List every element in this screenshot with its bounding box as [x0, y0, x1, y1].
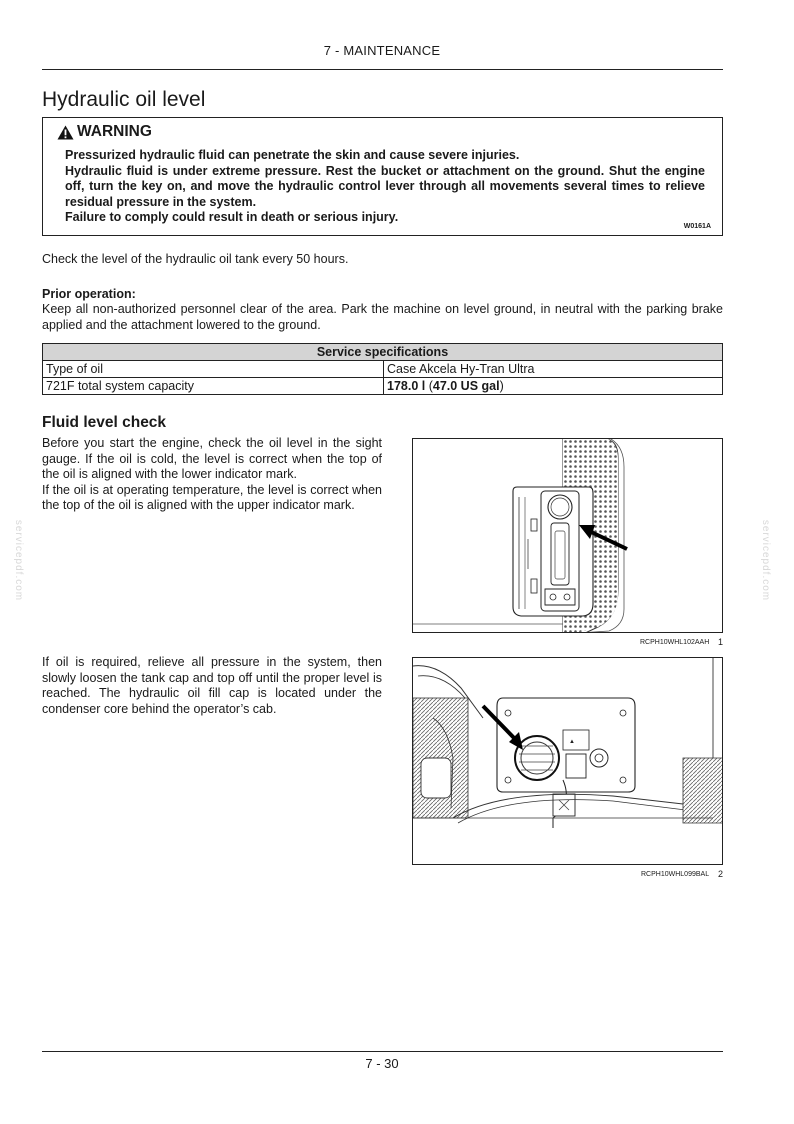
fluid-paragraph: Before you start the engine, check the oil level in the sight gauge. If the oil is cold, the level is correct when the top of the oil is aligned with the lower indicator mark. — [42, 436, 382, 481]
warning-heading — [57, 123, 152, 141]
header-title: 7 - MAINTENANCE — [323, 43, 441, 58]
figure-caption: RCPH10WHL102AAH — [640, 639, 710, 646]
table-cell-label: Type of oil — [43, 361, 384, 378]
prior-operation-heading: Prior operation: — [42, 287, 136, 301]
warning-body — [65, 148, 705, 226]
warning-heading-label: WARNING — [77, 123, 152, 140]
page-title: Hydraulic oil level — [42, 88, 206, 111]
table-cell-value: Case Akcela Hy-Tran Ultra — [384, 361, 723, 378]
table-row — [43, 361, 723, 378]
figure-number: 2 — [718, 869, 724, 879]
sight-gauge-figure — [412, 438, 723, 633]
service-specifications-table — [42, 343, 723, 395]
warning-line: Pressurized hydraulic fluid can penetrate the skin and cause severe injuries. — [65, 148, 520, 162]
fluid-paragraph: If oil is required, relieve all pressure in the system, then slowly loosen the tank cap and top off until the proper level is reached. The hydraulic oil fill cap is located under the condenser core behind the operator’s cab. — [42, 655, 382, 716]
check-interval-text: Check the level of the hydraulic oil tank every 50 hours. — [42, 252, 349, 266]
watermark: servicepdf.com — [13, 519, 25, 602]
warning-line: Failure to comply could result in death or serious injury. — [65, 210, 399, 224]
fill-instructions-text — [42, 655, 382, 717]
sight-gauge-illustration — [413, 439, 723, 633]
label-plate-mark: ▲ — [569, 739, 575, 745]
header-rule — [42, 69, 723, 70]
fluid-level-text — [42, 436, 382, 514]
table-row — [43, 378, 723, 395]
warning-box — [42, 117, 723, 236]
figure-caption: RCPH10WHL099BAL — [641, 871, 710, 878]
table-cell-value — [384, 378, 723, 395]
table-header-row — [43, 344, 723, 361]
prior-operation-text: Keep all non-authorized personnel clear of the area. Park the machine on level ground, in neutral with the parking brake applied and the attachment lowered to the ground. — [42, 302, 723, 332]
table-title: Service specifications — [43, 344, 723, 361]
page-number: 7 - 30 — [365, 1056, 399, 1071]
warning-line: Hydraulic fluid is under extreme pressure. Rest the bucket or attachment on the ground. Shut the engine off, turn the key on, and move the hydraulic control lever through all movements several times to relieve residual pressure in the system. — [65, 163, 705, 209]
capacity-liters: 178.0 l — [387, 378, 426, 393]
footer-rule — [42, 1051, 723, 1052]
fill-cap-figure — [412, 657, 723, 865]
fill-cap-illustration — [413, 658, 723, 865]
warning-triangle-icon — [57, 125, 74, 140]
fluid-paragraph: If the oil is at operating temperature, the level is correct when the top of the oil is aligned with the upper indicator mark. — [42, 482, 382, 512]
table-cell-label: 721F total system capacity — [43, 378, 384, 395]
capacity-gallons: 47.0 US gal — [432, 378, 500, 393]
fluid-level-check-heading: Fluid level check — [42, 414, 167, 431]
warning-code: W0161A — [683, 223, 711, 230]
watermark: servicepdf.com — [760, 519, 772, 602]
capacity-separator: ( — [425, 378, 433, 393]
figure-number: 1 — [718, 637, 724, 647]
capacity-close: ) — [499, 378, 504, 393]
